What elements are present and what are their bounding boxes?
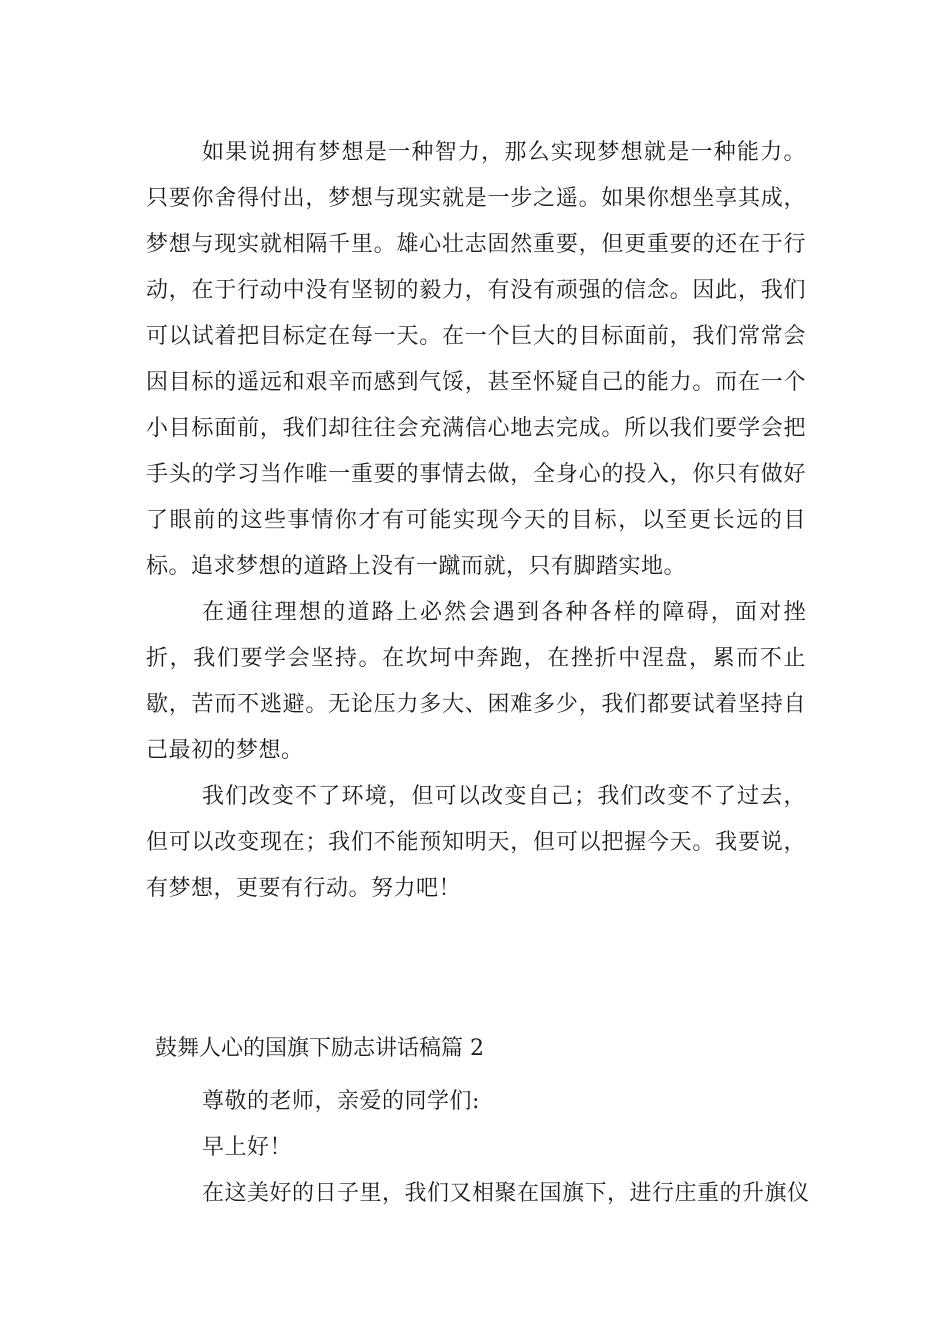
section-heading: 鼓舞人心的国旗下励志讲话稿篇 2 (155, 1036, 484, 1061)
paragraph-3: 我们改变不了环境，但可以改变自己；我们改变不了过去，但可以改变现在；我们不能预知明天，但可以把握今天。我要说，有梦想，更要有行动。努力吧！ (146, 784, 806, 901)
salutation-line: 早上好！ (202, 1135, 293, 1160)
paragraph-2: 在通往理想的道路上必然会遇到各种各样的障碍，面对挫折，我们要学会坚持。在坎坷中奔跑，在挫折中涅盘，累而不止歇，苦而不逃避。无论压力多大、困难多少，我们都要试着坚持自己最初的梦想。 (146, 600, 806, 763)
opening-line: 在这美好的日子里，我们又相聚在国旗下，进行庄重的升旗仪 (202, 1181, 810, 1206)
paragraph-1: 如果说拥有梦想是一种智力，那么实现梦想就是一种能力。只要你舍得付出，梦想与现实就是一步之遥。如果你想坐享其成，梦想与现实就相隔千里。雄心壮志固然重要，但更重要的还在于行动，在于行动中没有坚韧的毅力，有没有顽强的信念。因此，我们可以试着把目标定在每一天。在一个巨大的目标面前，我们常常会因目标的遥远和艰辛而感到气馁，甚至怀疑自己的能力。而在一个小目标面前，我们却往往会充满信心地去完成。所以我们要学会把手头的学习当作唯一重要的事情去做，全身心的投入，你只有做好了眼前的这些事情你才有可能实现今天的目标，以至更长远的目标。追求梦想的道路上没有一蹴而就，只有脚踏实地。 (146, 140, 806, 579)
greeting-line: 尊敬的老师，亲爱的同学们: (202, 1089, 480, 1114)
speech-opening (146, 1079, 810, 1217)
document-body (146, 130, 806, 912)
